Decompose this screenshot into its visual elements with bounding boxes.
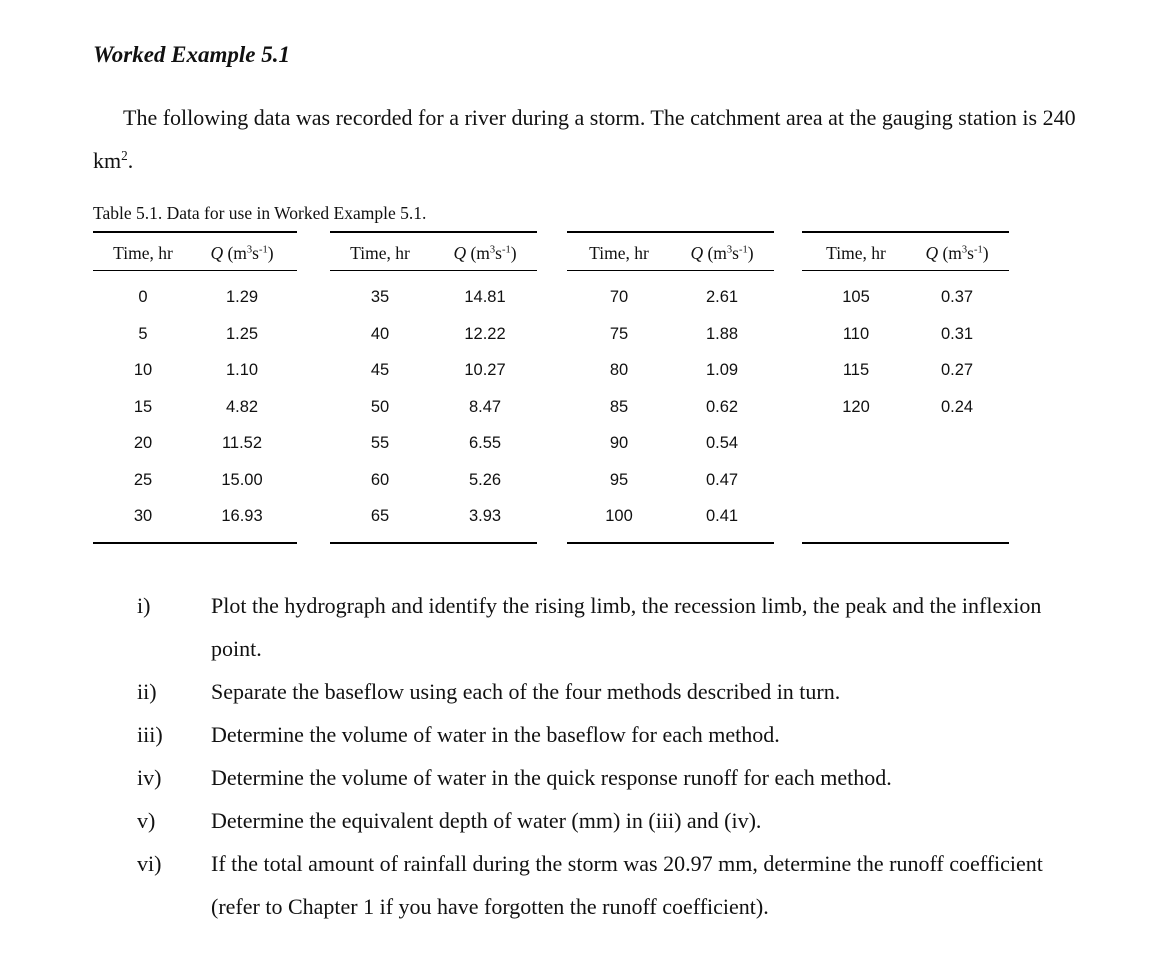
question-text: Separate the baseflow using each of the four methods described in turn. — [211, 679, 841, 704]
discharge-cell: 16.93 — [221, 507, 263, 525]
q-unit-close: ) — [982, 243, 989, 263]
q-unit-sup-3: 3 — [246, 244, 253, 256]
table-body — [330, 271, 537, 542]
time-cell: 0 — [138, 288, 148, 306]
question-item — [93, 842, 1083, 928]
q-unit-close: ) — [267, 243, 274, 263]
question-number: iii) — [137, 722, 163, 747]
table-header-row — [330, 233, 537, 271]
table-body — [802, 271, 1009, 542]
q-unit-sup-3: 3 — [961, 244, 968, 256]
table-block-2 — [330, 231, 537, 544]
time-cell: 35 — [370, 288, 390, 306]
intro-end: . — [127, 148, 134, 173]
table-row — [567, 316, 774, 353]
time-cell: 90 — [609, 434, 629, 452]
question-number: vi) — [137, 851, 162, 876]
time-cell: 50 — [370, 397, 390, 416]
q-unit-s: s — [495, 243, 502, 263]
time-column-header: Time, hr — [350, 243, 410, 263]
table-row — [567, 425, 774, 462]
table-row — [567, 498, 774, 535]
table-row — [93, 352, 297, 389]
question-text: If the total amount of rainfall during the storm was 20.97 mm, determine the runoff coefficient (refer to Chapter 1 if you have forgotten the runoff coefficient). — [211, 851, 1043, 919]
table-row — [330, 462, 537, 499]
q-unit-sup-minus1: -1 — [258, 244, 268, 256]
table-row — [567, 389, 774, 426]
q-unit-s: s — [252, 243, 259, 263]
time-cell: 120 — [842, 397, 870, 416]
q-symbol: Q — [453, 243, 467, 263]
time-cell: 60 — [370, 470, 390, 489]
discharge-column-header — [925, 233, 988, 273]
question-item — [93, 670, 1083, 713]
table-row — [330, 352, 537, 389]
discharge-cell: 1.88 — [705, 324, 739, 343]
time-cell: 15 — [133, 397, 153, 416]
table-caption: Table 5.1. Data for use in Worked Example 5.1. — [93, 203, 427, 223]
q-unit-sup-3: 3 — [489, 244, 496, 256]
q-unit-open: (m — [223, 243, 247, 263]
time-cell: 40 — [370, 324, 390, 343]
intro-paragraph — [93, 96, 1083, 182]
time-column-header: Time, hr — [589, 243, 649, 263]
table-header-row — [93, 233, 297, 271]
question-text: Determine the volume of water in the quick response runoff for each method. — [211, 765, 892, 790]
time-cell: 70 — [609, 288, 629, 306]
table-row — [802, 279, 1009, 316]
q-unit-s: s — [967, 243, 974, 263]
question-item — [93, 799, 1083, 842]
discharge-cell: 15.00 — [221, 470, 263, 489]
time-cell: 20 — [133, 434, 153, 452]
table-row — [93, 462, 297, 499]
discharge-cell: 0.27 — [940, 361, 974, 379]
q-unit-sup-3: 3 — [726, 244, 733, 256]
discharge-cell: 6.55 — [468, 434, 502, 452]
discharge-column-header — [453, 233, 516, 273]
question-text: Determine the equivalent depth of water (mm) in (iii) and (iv). — [211, 808, 762, 833]
time-cell: 105 — [842, 288, 870, 306]
table-row — [567, 462, 774, 499]
discharge-cell: 3.93 — [468, 507, 502, 525]
table-block-3 — [567, 231, 774, 544]
discharge-cell: 0.54 — [705, 434, 739, 452]
time-cell: 95 — [609, 470, 629, 489]
discharge-cell: 5.26 — [468, 470, 502, 489]
table-row — [330, 316, 537, 353]
table-row — [567, 279, 774, 316]
table-row — [802, 316, 1009, 353]
time-cell: 30 — [133, 507, 153, 525]
q-unit-open: (m — [938, 243, 962, 263]
discharge-cell: 11.52 — [221, 434, 263, 452]
question-text: Plot the hydrograph and identify the rising limb, the recession limb, the peak and the inflexion point. — [211, 593, 1042, 661]
table-row — [567, 352, 774, 389]
table-row — [93, 498, 297, 535]
q-symbol: Q — [210, 243, 224, 263]
table-row — [802, 352, 1009, 389]
discharge-cell: 1.25 — [225, 324, 259, 343]
time-cell: 25 — [133, 470, 153, 489]
q-unit-close: ) — [747, 243, 754, 263]
question-item — [93, 756, 1083, 799]
discharge-cell: 0.37 — [940, 288, 974, 306]
table-block-4 — [802, 231, 1009, 544]
discharge-cell: 0.47 — [705, 470, 739, 489]
q-symbol: Q — [690, 243, 704, 263]
q-unit-sup-minus1: -1 — [973, 244, 983, 256]
question-item — [93, 584, 1083, 670]
discharge-cell: 8.47 — [468, 397, 502, 416]
discharge-cell: 0.31 — [940, 324, 974, 343]
intro-text: The following data was recorded for a river during a storm. The catchment area at the gauging station is 240 km — [93, 105, 1076, 173]
discharge-column-header — [690, 233, 753, 273]
time-cell: 100 — [605, 507, 633, 525]
table-body — [93, 271, 297, 542]
time-cell: 10 — [133, 361, 153, 379]
question-text: Determine the volume of water in the baseflow for each method. — [211, 722, 780, 747]
discharge-cell: 0.24 — [940, 397, 974, 416]
q-symbol: Q — [925, 243, 939, 263]
table-row — [93, 279, 297, 316]
table-header-row — [567, 233, 774, 271]
discharge-cell: 0.41 — [705, 507, 739, 525]
discharge-cell: 1.09 — [705, 361, 739, 379]
question-list — [93, 584, 1083, 928]
discharge-cell: 1.10 — [225, 361, 259, 379]
discharge-cell: 14.81 — [464, 288, 506, 306]
time-cell: 5 — [138, 324, 148, 343]
question-number: ii) — [137, 679, 157, 704]
q-unit-sup-minus1: -1 — [738, 244, 748, 256]
q-unit-close: ) — [510, 243, 517, 263]
time-cell: 65 — [370, 507, 390, 525]
question-number: iv) — [137, 765, 162, 790]
time-cell: 110 — [842, 324, 870, 343]
table-row — [93, 316, 297, 353]
q-unit-sup-minus1: -1 — [501, 244, 511, 256]
intro-superscript: 2 — [121, 148, 128, 164]
table-block-1 — [93, 231, 297, 544]
question-number: i) — [137, 593, 151, 618]
time-cell: 85 — [609, 397, 629, 416]
q-unit-open: (m — [703, 243, 727, 263]
time-cell: 55 — [370, 434, 390, 452]
question-item — [93, 713, 1083, 756]
discharge-cell: 2.61 — [705, 288, 739, 306]
table-header-row — [802, 233, 1009, 271]
table-row — [330, 498, 537, 535]
table-row — [93, 389, 297, 426]
q-unit-open: (m — [466, 243, 490, 263]
time-cell: 45 — [370, 361, 390, 379]
time-cell: 115 — [842, 361, 870, 379]
time-column-header: Time, hr — [113, 243, 173, 263]
time-column-header: Time, hr — [826, 243, 886, 263]
table-row — [330, 389, 537, 426]
time-cell: 80 — [609, 361, 629, 379]
table-row — [330, 279, 537, 316]
table-row — [330, 425, 537, 462]
discharge-column-header — [210, 233, 273, 273]
q-unit-s: s — [732, 243, 739, 263]
table-body — [567, 271, 774, 542]
worked-example-heading: Worked Example 5.1 — [93, 42, 290, 67]
question-number: v) — [137, 808, 156, 833]
discharge-cell: 12.22 — [464, 324, 506, 343]
discharge-cell: 0.62 — [705, 397, 739, 416]
discharge-cell: 10.27 — [464, 361, 506, 379]
table-row — [93, 425, 297, 462]
time-cell: 75 — [609, 324, 629, 343]
table-row — [802, 389, 1009, 426]
discharge-cell: 4.82 — [225, 397, 259, 416]
discharge-cell: 1.29 — [225, 288, 259, 306]
